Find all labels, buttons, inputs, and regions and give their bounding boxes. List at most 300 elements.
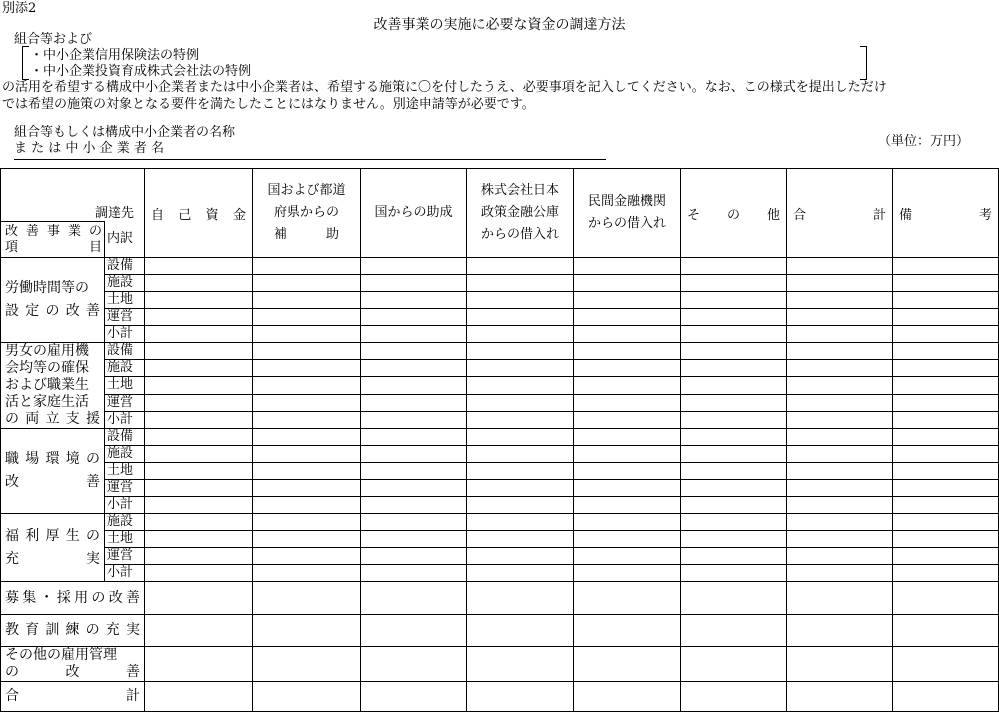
- cell[interactable]: [467, 582, 574, 615]
- table-row: [1, 682, 999, 712]
- cell[interactable]: [467, 429, 574, 446]
- col-header-self-funds-ch3: 資: [205, 207, 219, 223]
- col-header-jfc-l1: 株式会社日本: [481, 183, 560, 198]
- cell[interactable]: [574, 446, 681, 463]
- cell[interactable]: [681, 394, 787, 411]
- table-row: [1, 377, 999, 394]
- table-row: [1, 497, 999, 514]
- category-line: 福 利 厚 生 の: [5, 527, 100, 544]
- cell[interactable]: [145, 531, 253, 548]
- table-row: [1, 429, 999, 446]
- table-row: [1, 514, 999, 531]
- corner-mid-label: 内訳: [107, 231, 134, 247]
- cell[interactable]: [681, 682, 787, 712]
- cell[interactable]: [787, 682, 893, 712]
- category-label: [1, 343, 105, 429]
- cell[interactable]: [574, 647, 681, 682]
- cell[interactable]: [253, 531, 361, 548]
- cell[interactable]: [145, 343, 253, 360]
- category-line: 労働時間等の: [5, 280, 89, 296]
- cell[interactable]: [361, 548, 467, 565]
- corner-left-l2: 項 目: [5, 239, 102, 255]
- col-header-remarks: [893, 169, 999, 258]
- corner-left-l1: 改 善 事 業 の: [5, 223, 102, 239]
- cell[interactable]: [893, 582, 999, 615]
- col-header-subsidy-l2: 府県からの: [274, 205, 340, 220]
- cell[interactable]: [681, 497, 787, 514]
- col-header-total: [787, 169, 893, 258]
- page-title: 改善事業の実施に必要な資金の調達方法: [373, 17, 626, 33]
- cell[interactable]: [467, 647, 574, 682]
- table-row: [1, 258, 999, 275]
- unit-label: （単位：万円）: [878, 134, 970, 149]
- cell[interactable]: [467, 615, 574, 647]
- cell[interactable]: [787, 582, 893, 615]
- cell[interactable]: [361, 480, 467, 497]
- col-header-other-ch1: そ: [687, 207, 701, 223]
- table-row: [1, 275, 999, 292]
- category-line: 充 実: [5, 550, 100, 567]
- cell[interactable]: [681, 514, 787, 531]
- category-label: [1, 514, 105, 582]
- row-label: [1, 615, 145, 647]
- cell[interactable]: [574, 480, 681, 497]
- table-row: [1, 343, 999, 360]
- cell[interactable]: [145, 463, 253, 480]
- category-line: 職 場 環 境 の: [5, 451, 100, 467]
- intro-lead: 組合等および: [14, 32, 93, 47]
- cell[interactable]: [681, 615, 787, 647]
- cell[interactable]: [681, 647, 787, 682]
- cell[interactable]: [681, 326, 787, 343]
- cell[interactable]: [787, 647, 893, 682]
- col-header-subsidy-l3: 補 助: [274, 227, 340, 242]
- breakdown-label: 土地: [105, 377, 145, 394]
- cell[interactable]: [893, 343, 999, 360]
- col-header-other-ch3: 他: [766, 207, 780, 223]
- col-header-total-ch2: 計: [873, 207, 887, 223]
- cell[interactable]: [145, 497, 253, 514]
- cell[interactable]: [681, 582, 787, 615]
- cell[interactable]: [253, 480, 361, 497]
- col-header-remarks-ch1: 備: [899, 207, 913, 223]
- cell[interactable]: [893, 480, 999, 497]
- cell[interactable]: [574, 326, 681, 343]
- col-header-self-funds-ch4: 金: [233, 207, 247, 223]
- breakdown-label: 運営: [105, 548, 145, 565]
- col-header-jfc-l2: 政策金融公庫: [481, 205, 560, 220]
- cell[interactable]: [893, 682, 999, 712]
- cell[interactable]: [893, 360, 999, 377]
- cell[interactable]: [145, 377, 253, 394]
- cell[interactable]: [787, 411, 893, 428]
- row-label: [1, 647, 145, 682]
- col-header-self-funds: [145, 169, 253, 258]
- category-label: [1, 258, 105, 343]
- cell[interactable]: [253, 647, 361, 682]
- col-header-private-l1: 民間金融機関: [588, 194, 667, 209]
- table-row: [1, 463, 999, 480]
- cell[interactable]: [893, 565, 999, 582]
- cell[interactable]: [787, 446, 893, 463]
- applicant-name-underline: [14, 159, 606, 160]
- cell[interactable]: [893, 326, 999, 343]
- col-header-jfc-l3: からの借入れ: [481, 227, 560, 242]
- cell[interactable]: [145, 275, 253, 292]
- row-label-line: その他の雇用管理: [5, 647, 117, 663]
- cell[interactable]: [893, 377, 999, 394]
- cell[interactable]: [893, 309, 999, 326]
- cell[interactable]: [574, 292, 681, 309]
- cell[interactable]: [681, 292, 787, 309]
- cell[interactable]: [787, 309, 893, 326]
- cell[interactable]: [361, 394, 467, 411]
- cell[interactable]: [253, 394, 361, 411]
- cell[interactable]: [467, 497, 574, 514]
- cell[interactable]: [787, 377, 893, 394]
- row-label: [1, 682, 145, 712]
- applicant-label-1: 組合等もしくは構成中小企業者の名称: [14, 125, 236, 140]
- cell[interactable]: [145, 411, 253, 428]
- cell[interactable]: [893, 647, 999, 682]
- cell[interactable]: [145, 582, 253, 615]
- cell[interactable]: [145, 514, 253, 531]
- cell[interactable]: [893, 531, 999, 548]
- cell[interactable]: [467, 360, 574, 377]
- cell[interactable]: [681, 411, 787, 428]
- cell[interactable]: [787, 275, 893, 292]
- cell[interactable]: [787, 548, 893, 565]
- breakdown-label: 施設: [105, 360, 145, 377]
- cell[interactable]: [467, 343, 574, 360]
- table-row: [1, 565, 999, 582]
- cell[interactable]: [681, 309, 787, 326]
- cell[interactable]: [893, 514, 999, 531]
- cell[interactable]: [574, 497, 681, 514]
- cell[interactable]: [893, 275, 999, 292]
- cell[interactable]: [574, 548, 681, 565]
- cell[interactable]: [681, 446, 787, 463]
- cell[interactable]: [574, 682, 681, 712]
- table-row: [1, 411, 999, 428]
- category-label: [1, 429, 105, 514]
- cell[interactable]: [893, 615, 999, 647]
- breakdown-label: 土地: [105, 463, 145, 480]
- corner-top: [1, 169, 145, 222]
- breakdown-label: 運営: [105, 309, 145, 326]
- header-row: [1, 169, 999, 222]
- corner-mid: [105, 222, 145, 258]
- cell[interactable]: [145, 258, 253, 275]
- cell[interactable]: [253, 411, 361, 428]
- table-row: [1, 292, 999, 309]
- row-label-line: 募 集 ・ 採 用 の 改 善: [5, 589, 140, 606]
- cell[interactable]: [787, 565, 893, 582]
- cell[interactable]: [253, 682, 361, 712]
- corner-top-label: 調達先: [95, 206, 135, 221]
- cell[interactable]: [361, 258, 467, 275]
- cell[interactable]: [574, 514, 681, 531]
- cell[interactable]: [145, 480, 253, 497]
- cell[interactable]: [467, 463, 574, 480]
- cell[interactable]: [253, 429, 361, 446]
- cell[interactable]: [467, 446, 574, 463]
- cell[interactable]: [145, 394, 253, 411]
- cell[interactable]: [893, 463, 999, 480]
- table-row: [1, 480, 999, 497]
- cell[interactable]: [893, 394, 999, 411]
- breakdown-label: 施設: [105, 275, 145, 292]
- col-header-subsidy: [253, 169, 361, 258]
- category-line: 設 定 の 改 善: [5, 303, 100, 319]
- cell[interactable]: [467, 411, 574, 428]
- attachment-label: 別添2: [2, 1, 37, 16]
- cell[interactable]: [361, 682, 467, 712]
- cell[interactable]: [145, 548, 253, 565]
- cell[interactable]: [145, 326, 253, 343]
- table-row: [1, 360, 999, 377]
- cell[interactable]: [145, 429, 253, 446]
- cell[interactable]: [361, 615, 467, 647]
- cell[interactable]: [787, 394, 893, 411]
- cell[interactable]: [253, 514, 361, 531]
- cell[interactable]: [893, 411, 999, 428]
- col-header-other: [681, 169, 787, 258]
- col-header-grant-label: 国からの助成: [374, 205, 453, 220]
- cell[interactable]: [253, 292, 361, 309]
- cell[interactable]: [893, 258, 999, 275]
- cell[interactable]: [361, 377, 467, 394]
- cell[interactable]: [787, 326, 893, 343]
- cell[interactable]: [574, 275, 681, 292]
- breakdown-label: 運営: [105, 480, 145, 497]
- cell[interactable]: [787, 531, 893, 548]
- cell[interactable]: [681, 377, 787, 394]
- cell[interactable]: [361, 343, 467, 360]
- category-line: 男女の雇用機: [5, 343, 89, 359]
- cell[interactable]: [467, 309, 574, 326]
- cell[interactable]: [893, 292, 999, 309]
- col-header-subsidy-l1: 国および都道: [267, 183, 346, 198]
- cell[interactable]: [361, 429, 467, 446]
- cell[interactable]: [361, 326, 467, 343]
- category-line: の 両 立 支 援: [5, 411, 100, 427]
- cell[interactable]: [574, 565, 681, 582]
- cell[interactable]: [361, 565, 467, 582]
- cell[interactable]: [361, 497, 467, 514]
- cell[interactable]: [467, 258, 574, 275]
- cell[interactable]: [361, 514, 467, 531]
- col-header-private-loan: [574, 169, 681, 258]
- cell[interactable]: [467, 682, 574, 712]
- right-bracket: [860, 46, 867, 80]
- note-line-1: の活用を希望する構成中小企業者または中小企業者は、希望する施策に〇を付したうえ、必要事項を記入してください。なお、この様式を提出しただけ: [2, 80, 887, 95]
- table-row: [1, 531, 999, 548]
- cell[interactable]: [253, 343, 361, 360]
- row-label-line: 合 計: [5, 688, 141, 704]
- breakdown-label: 小計: [105, 565, 145, 582]
- col-header-jfc-loan: [467, 169, 574, 258]
- cell[interactable]: [574, 615, 681, 647]
- table-row: [1, 326, 999, 343]
- cell[interactable]: [574, 258, 681, 275]
- category-line: および職業生: [5, 377, 89, 393]
- applicant-label-2: ま た は 中 小 企 業 者 名: [14, 141, 165, 156]
- cell[interactable]: [787, 480, 893, 497]
- cell[interactable]: [681, 463, 787, 480]
- col-header-private-l2: からの借入れ: [588, 216, 667, 231]
- breakdown-label: 設備: [105, 429, 145, 446]
- breakdown-label: 小計: [105, 497, 145, 514]
- cell[interactable]: [145, 647, 253, 682]
- cell[interactable]: [574, 377, 681, 394]
- cell[interactable]: [787, 258, 893, 275]
- cell[interactable]: [681, 548, 787, 565]
- cell[interactable]: [787, 514, 893, 531]
- cell[interactable]: [893, 446, 999, 463]
- cell[interactable]: [574, 463, 681, 480]
- cell[interactable]: [467, 565, 574, 582]
- cell[interactable]: [253, 309, 361, 326]
- cell[interactable]: [681, 275, 787, 292]
- cell[interactable]: [361, 360, 467, 377]
- cell[interactable]: [145, 682, 253, 712]
- category-line: 改 善: [5, 474, 100, 490]
- cell[interactable]: [574, 360, 681, 377]
- row-label: [1, 582, 145, 615]
- col-header-remarks-ch2: 考: [979, 207, 993, 223]
- col-header-other-ch2: の: [727, 207, 741, 223]
- cell[interactable]: [253, 377, 361, 394]
- cell[interactable]: [145, 565, 253, 582]
- cell[interactable]: [361, 531, 467, 548]
- cell[interactable]: [145, 446, 253, 463]
- cell[interactable]: [361, 582, 467, 615]
- cell[interactable]: [681, 565, 787, 582]
- cell[interactable]: [787, 615, 893, 647]
- cell[interactable]: [253, 615, 361, 647]
- cell[interactable]: [893, 497, 999, 514]
- cell[interactable]: [361, 647, 467, 682]
- cell[interactable]: [681, 258, 787, 275]
- cell[interactable]: [681, 429, 787, 446]
- cell[interactable]: [787, 360, 893, 377]
- cell[interactable]: [145, 360, 253, 377]
- cell[interactable]: [361, 411, 467, 428]
- table-row: [1, 394, 999, 411]
- cell[interactable]: [253, 258, 361, 275]
- breakdown-label: 設備: [105, 343, 145, 360]
- cell[interactable]: [787, 429, 893, 446]
- funding-table: [0, 168, 999, 712]
- cell[interactable]: [787, 497, 893, 514]
- cell[interactable]: [253, 446, 361, 463]
- cell[interactable]: [361, 275, 467, 292]
- table-row: [1, 647, 999, 682]
- cell[interactable]: [467, 480, 574, 497]
- cell[interactable]: [253, 548, 361, 565]
- cell[interactable]: [574, 394, 681, 411]
- cell[interactable]: [681, 360, 787, 377]
- cell[interactable]: [574, 582, 681, 615]
- cell[interactable]: [467, 292, 574, 309]
- cell[interactable]: [574, 309, 681, 326]
- table-row: [1, 548, 999, 565]
- cell[interactable]: [253, 463, 361, 480]
- cell[interactable]: [574, 531, 681, 548]
- cell[interactable]: [253, 497, 361, 514]
- col-header-self-funds-ch1: 自: [151, 207, 165, 223]
- cell[interactable]: [361, 292, 467, 309]
- cell[interactable]: [145, 292, 253, 309]
- cell[interactable]: [467, 514, 574, 531]
- cell[interactable]: [574, 411, 681, 428]
- cell[interactable]: [253, 582, 361, 615]
- category-line: 活と家庭生活: [5, 394, 89, 410]
- cell[interactable]: [574, 343, 681, 360]
- col-header-grant: [361, 169, 467, 258]
- cell[interactable]: [681, 343, 787, 360]
- breakdown-label: 小計: [105, 411, 145, 428]
- cell[interactable]: [787, 343, 893, 360]
- cell[interactable]: [467, 326, 574, 343]
- row-label-line: の 改 善: [5, 664, 140, 680]
- cell[interactable]: [681, 480, 787, 497]
- cell[interactable]: [893, 429, 999, 446]
- cell[interactable]: [467, 531, 574, 548]
- row-label-line: 教 育 訓 練 の 充 実: [5, 622, 140, 638]
- breakdown-label: 土地: [105, 531, 145, 548]
- table-row: [1, 615, 999, 647]
- cell[interactable]: [467, 394, 574, 411]
- cell[interactable]: [787, 292, 893, 309]
- cell[interactable]: [467, 548, 574, 565]
- cell[interactable]: [467, 377, 574, 394]
- col-header-self-funds-ch2: 己: [178, 207, 192, 223]
- table-row: [1, 582, 999, 615]
- cell[interactable]: [253, 275, 361, 292]
- breakdown-label: 施設: [105, 446, 145, 463]
- left-bracket: [22, 46, 29, 80]
- cell[interactable]: [574, 429, 681, 446]
- cell[interactable]: [361, 309, 467, 326]
- breakdown-label: 小計: [105, 326, 145, 343]
- breakdown-label: 施設: [105, 514, 145, 531]
- cell[interactable]: [467, 275, 574, 292]
- cell[interactable]: [361, 446, 467, 463]
- breakdown-label: 土地: [105, 292, 145, 309]
- table-row: [1, 309, 999, 326]
- cell[interactable]: [893, 548, 999, 565]
- law-item-2: ・中小企業投資育成株式会社法の特例: [30, 64, 252, 79]
- cell[interactable]: [787, 463, 893, 480]
- cell[interactable]: [253, 360, 361, 377]
- category-line: 会均等の確保: [5, 360, 89, 376]
- col-header-total-ch1: 合: [793, 207, 807, 223]
- cell[interactable]: [253, 326, 361, 343]
- cell[interactable]: [681, 531, 787, 548]
- breakdown-label: 設備: [105, 258, 145, 275]
- breakdown-label: 運営: [105, 394, 145, 411]
- corner-left: [1, 222, 105, 258]
- cell[interactable]: [253, 565, 361, 582]
- cell[interactable]: [145, 309, 253, 326]
- law-item-1: ・中小企業信用保険法の特例: [30, 48, 200, 63]
- cell[interactable]: [361, 463, 467, 480]
- table-row: [1, 446, 999, 463]
- cell[interactable]: [145, 615, 253, 647]
- note-line-2: では希望の施策の対象となる要件を満たしたことにはなりません。別途申請等が必要です。: [2, 97, 535, 112]
